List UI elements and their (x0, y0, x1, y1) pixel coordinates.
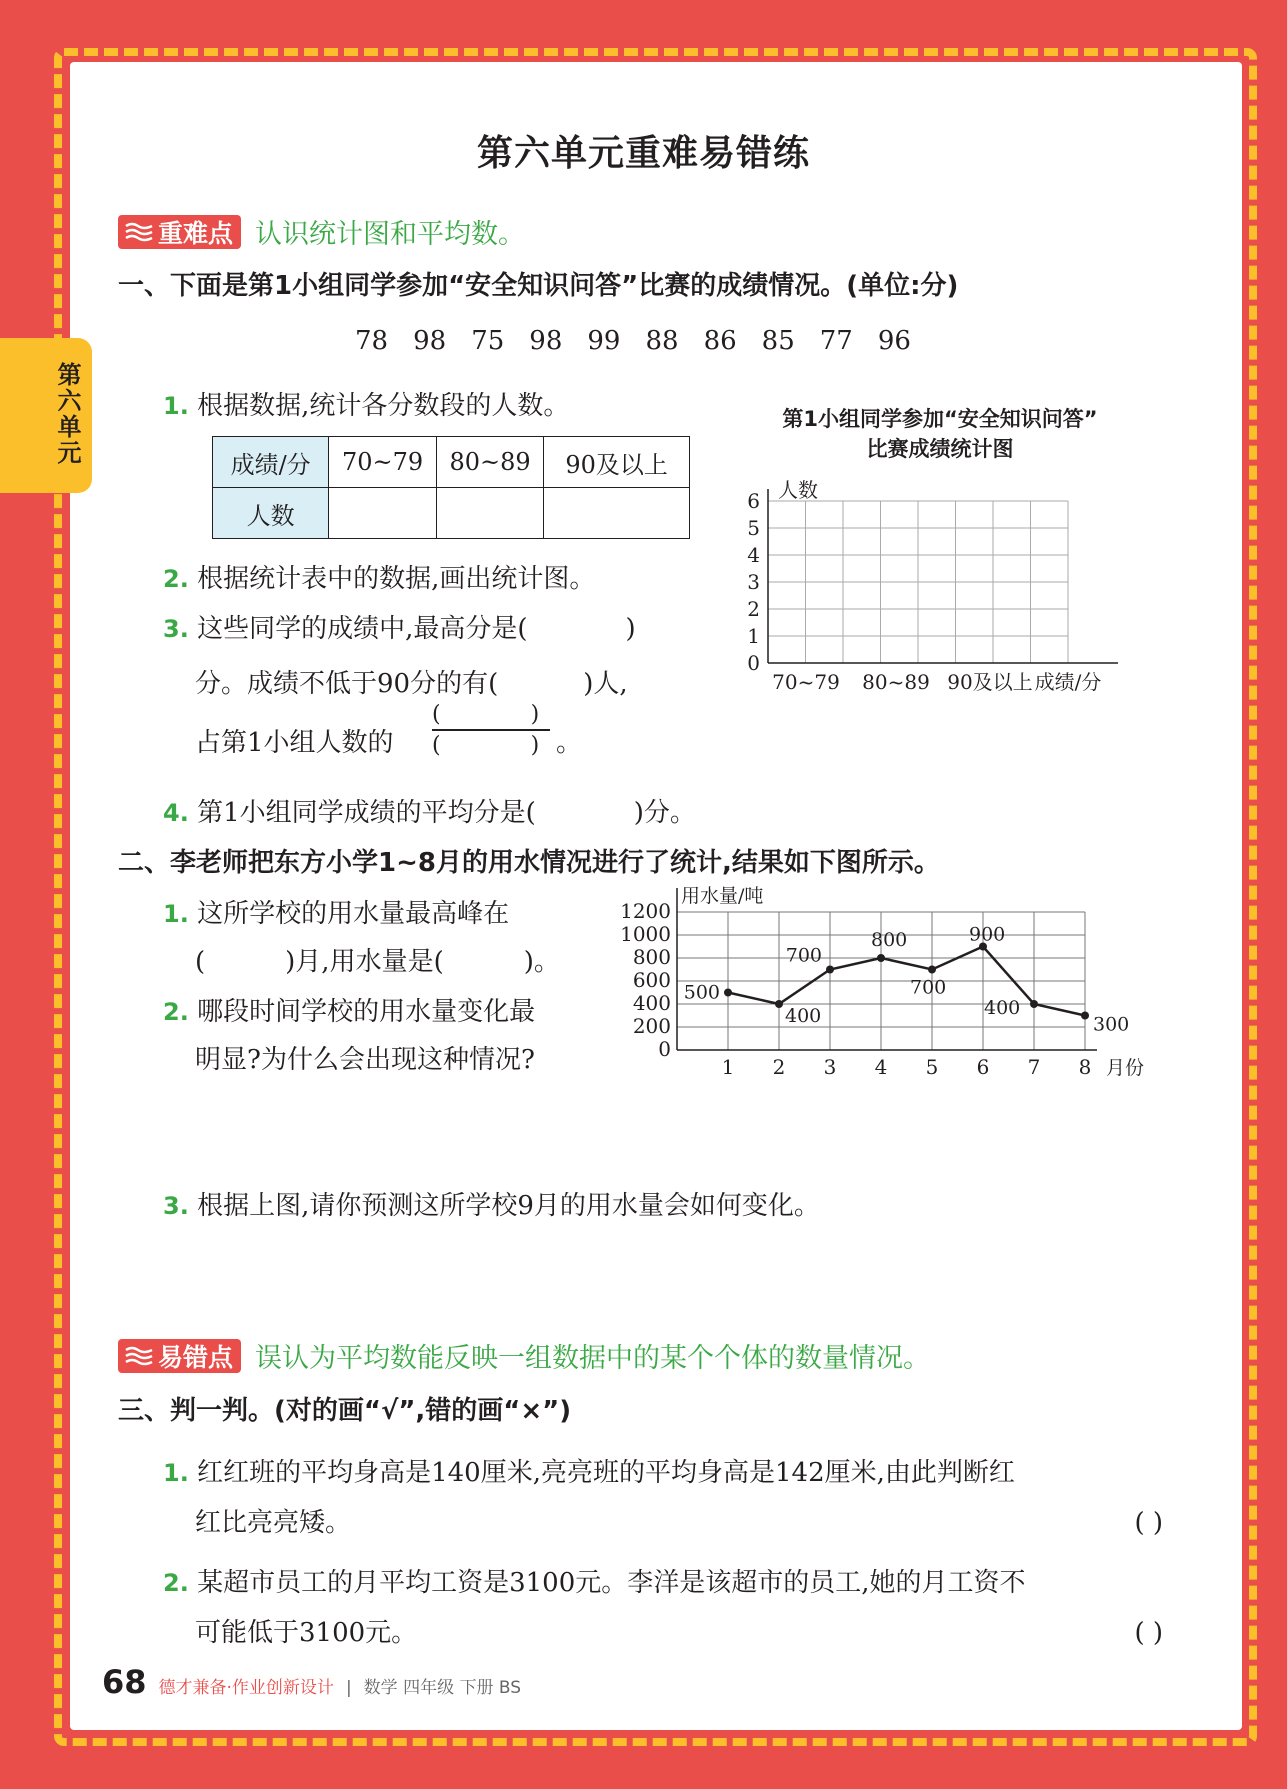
water-line-chart (615, 885, 1165, 1085)
data-label: 900 (969, 923, 1006, 946)
score: 88 (645, 326, 679, 356)
data-point (877, 954, 885, 962)
footer (102, 1663, 521, 1701)
judge-blank[interactable]: ( ) (1134, 1618, 1163, 1648)
score: 98 (529, 326, 563, 356)
y-axis-label: 用水量/吨 (681, 885, 764, 907)
y-tick-label: 3 (747, 570, 760, 594)
q3-item2-line1: 某超市员工的月平均工资是3100元。李洋是该超市的员工,她的月工资不 (197, 1568, 1026, 1598)
q2-sub1-line2: )月,用水量是( (285, 947, 444, 977)
footer-info: 数学 四年级 下册 BS (363, 1678, 522, 1698)
q1-sub2-num: 2. (163, 565, 189, 593)
score: 96 (877, 326, 911, 356)
fraction (432, 702, 550, 758)
q2-sub2-line1: 哪段时间学校的用水量变化最 (197, 997, 536, 1027)
y-tick-label: 0 (658, 1037, 671, 1061)
y-tick-label: 1200 (620, 899, 671, 923)
q1-sub3-line2: 分。成绩不低于90分的有( (195, 669, 499, 699)
data-label: 400 (984, 997, 1021, 1019)
score: 77 (819, 326, 853, 356)
table-cell[interactable] (329, 488, 437, 539)
data-label: 700 (910, 976, 947, 999)
y-tick-label: 1 (747, 624, 760, 648)
chart1-title-line2: 比赛成绩统计图 (866, 437, 1014, 461)
score: 78 (355, 326, 389, 356)
judge-blank[interactable]: ( ) (1134, 1508, 1163, 1538)
y-tick-label: 600 (632, 968, 671, 992)
paren: ) (530, 733, 540, 758)
q1-sub4-num: 4. (163, 799, 189, 827)
q3-item1-line2: 红比亮亮矮。 (195, 1508, 352, 1538)
key-point-header (118, 212, 525, 251)
q2-sub3-text: 根据上图,请你预测这所学校9月的用水量会如何变化。 (197, 1191, 820, 1221)
q1-sub4-end: )分。 (633, 798, 696, 828)
data-point (928, 966, 936, 974)
paren: ( (432, 702, 441, 727)
y-tick-label: 4 (747, 543, 760, 567)
key-point-tag (118, 215, 241, 249)
q2-sub3-num: 3. (163, 1192, 189, 1220)
data-label: 800 (871, 929, 908, 951)
y-tick-label: 800 (632, 945, 671, 969)
score: 99 (587, 326, 621, 356)
q3-item1-num: 1. (163, 1459, 189, 1487)
y-tick-label: 1000 (620, 922, 671, 946)
x-tick-label: 1 (721, 1055, 735, 1079)
x-tick-label: 2 (772, 1055, 786, 1079)
y-tick-label: 6 (747, 489, 760, 513)
score: 85 (761, 326, 795, 356)
table-head: 成绩/分 (213, 437, 329, 488)
q2-sub1-line1: 这所学校的用水量最高峰在 (197, 899, 510, 929)
q1-sub1 (163, 385, 569, 422)
table-head: 人数 (213, 488, 329, 539)
table-col: 80~89 (436, 437, 544, 488)
q2-sub2-line2: 明显?为什么会出现这种情况? (195, 1045, 535, 1075)
paren: )人, (583, 669, 628, 699)
key-point-desc: 认识统计图和平均数。 (255, 219, 526, 250)
q2-sub1-num: 1. (163, 900, 189, 928)
q1-sub3-line3: 占第1小组人数的 (195, 728, 394, 758)
paren: )。 (523, 947, 560, 977)
q2-sub2-num: 2. (163, 998, 189, 1026)
key-point-tag-label: 重难点 (158, 218, 234, 248)
error-point-header (118, 1336, 930, 1375)
data-label: 300 (1093, 1013, 1130, 1036)
x-axis-label: 月份 (1105, 1057, 1145, 1079)
paren: ) (625, 614, 636, 644)
y-axis-label: 人数 (778, 478, 818, 502)
error-point-tag (118, 1339, 241, 1373)
data-point (724, 989, 732, 997)
q1-sub2 (163, 558, 595, 595)
footer-sep: | (345, 1678, 352, 1698)
page-title: 第六单元重难易错练 (476, 133, 810, 174)
q2-sub3 (163, 1185, 820, 1222)
q3-item1-line1: 红红班的平均身高是140厘米,亮亮班的平均身高是142厘米,由此判断红 (197, 1458, 1015, 1488)
x-tick-label: 90及以上 (947, 670, 1033, 694)
y-tick-label: 0 (747, 651, 760, 675)
x-tick-label: 70~79 (772, 670, 840, 694)
score-table (212, 436, 690, 539)
page-number: 68 (102, 1663, 147, 1701)
x-tick-label: 6 (976, 1055, 990, 1079)
chart1-title (740, 404, 1140, 464)
table-cell[interactable] (436, 488, 544, 539)
paren: ( (432, 733, 441, 758)
score: 75 (471, 326, 505, 356)
table-col: 70~79 (329, 437, 437, 488)
y-tick-label: 400 (632, 991, 671, 1015)
q1-heading: 一、下面是第1小组同学参加“安全知识问答”比赛的成绩情况。(单位:分) (118, 271, 959, 301)
error-point-desc: 误认为平均数能反映一组数据中的某个个体的数量情况。 (255, 1343, 931, 1374)
data-point (826, 966, 834, 974)
x-tick-label: 5 (925, 1055, 939, 1079)
y-tick-label: 200 (632, 1014, 671, 1038)
x-axis-label: 成绩/分 (1034, 670, 1102, 694)
data-point (1081, 1012, 1089, 1020)
wave-icon (124, 1345, 154, 1367)
q1-sub4 (163, 792, 696, 829)
table-cell[interactable] (544, 488, 690, 539)
y-tick-label: 5 (747, 516, 760, 540)
q1-sub3 (163, 608, 723, 700)
x-tick-label: 80~89 (862, 670, 930, 694)
data-point (1030, 1000, 1038, 1008)
data-point (775, 1000, 783, 1008)
paren: ( (195, 947, 206, 977)
chart1-title-line1: 第1小组同学参加“安全知识问答” (782, 407, 1098, 431)
q3-item2-num: 2. (163, 1569, 189, 1597)
q2-heading: 二、李老师把东方小学1~8月的用水情况进行了统计,结果如下图所示。 (118, 848, 940, 878)
data-label: 700 (785, 944, 822, 967)
q3-item1 (163, 1448, 1163, 1548)
footer-brand: 德才兼备·作业创新设计 (158, 1678, 334, 1698)
paren: ) (530, 702, 540, 727)
x-tick-label: 4 (874, 1055, 888, 1079)
x-tick-label: 3 (823, 1055, 837, 1079)
data-label: 500 (683, 981, 720, 1004)
q1-sub3-line1: 这些同学的成绩中,最高分是( (197, 614, 528, 644)
x-tick-label: 8 (1078, 1055, 1092, 1079)
q3-heading: 三、判一判。(对的画“√”,错的画“×”) (118, 1396, 572, 1426)
score-bar-chart (740, 465, 1160, 705)
x-tick-label: 7 (1027, 1055, 1041, 1079)
y-tick-label: 2 (747, 597, 760, 621)
score: 98 (413, 326, 447, 356)
score: 86 (703, 326, 737, 356)
q2-sub2 (163, 988, 603, 1084)
q1-sub3-num: 3. (163, 615, 189, 643)
q3-item2-line2: 可能低于3100元。 (195, 1618, 418, 1648)
q1-sub1-num: 1. (163, 392, 189, 420)
wave-icon (124, 221, 154, 243)
error-point-tag-label: 易错点 (158, 1342, 234, 1372)
q1-sub4-text: 第1小组同学成绩的平均分是( (197, 798, 536, 828)
data-label: 400 (785, 1005, 822, 1027)
q1-sub1-text: 根据数据,统计各分数段的人数。 (197, 391, 570, 421)
table-col: 90及以上 (544, 437, 690, 488)
scores-row (355, 326, 911, 356)
period: 。 (556, 728, 583, 758)
q3-item2 (163, 1558, 1163, 1658)
q1-sub2-text: 根据统计表中的数据,画出统计图。 (197, 564, 596, 594)
q2-sub1 (163, 890, 603, 986)
side-tab-label: 第六单元 (53, 362, 81, 466)
